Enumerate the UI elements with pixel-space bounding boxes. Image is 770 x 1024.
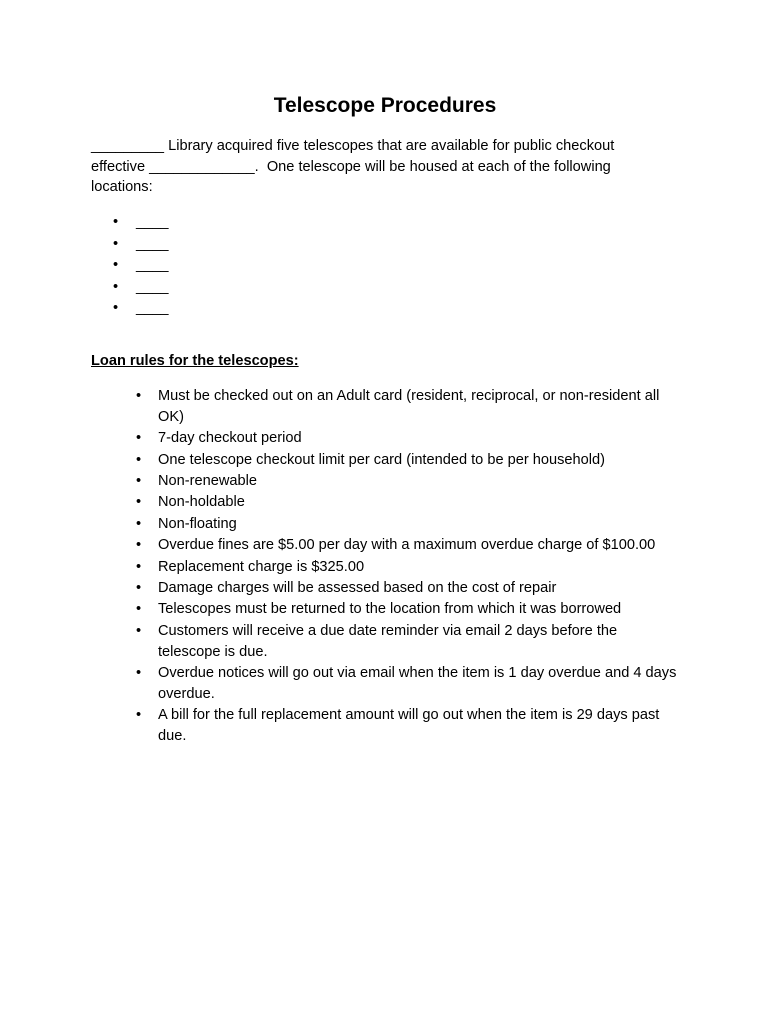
loan-rule-item (136, 535, 681, 556)
locations-list (91, 212, 168, 320)
loan-rule-text: Non-holdable (158, 494, 245, 511)
loan-rule-text: Telescopes must be returned to the location from which it was borrowed (158, 601, 622, 618)
bullet-icon: • (136, 558, 142, 575)
bullet-icon: • (113, 278, 119, 295)
loan-rule-item (136, 663, 681, 705)
loan-rule-text: Non-floating (158, 515, 237, 532)
loan-rule-item (136, 557, 681, 578)
loan-rule-text: Must be checked out on an Adult card (resident, reciprocal, or non-resident all OK) (158, 388, 660, 425)
loan-rule-item (136, 492, 681, 513)
loan-rule-text: Overdue fines are $5.00 per day with a maximum overdue charge of $100.00 (158, 537, 656, 554)
location-blank: ____ (136, 278, 169, 295)
location-blank: ____ (136, 300, 169, 317)
location-blank: ____ (136, 214, 169, 230)
bullet-icon: • (136, 622, 142, 639)
bullet-icon: • (136, 494, 142, 511)
loan-rule-item (136, 621, 681, 663)
bullet-icon: • (136, 579, 142, 596)
bullet-icon: • (136, 537, 142, 554)
bullet-icon: • (136, 707, 142, 724)
loan-rules-heading: Loan rules for the telescopes: (91, 353, 299, 369)
location-item (91, 255, 168, 277)
loan-rule-text: A bill for the full replacement amount will go out when the item is 29 days past due. (158, 707, 660, 744)
bullet-icon: • (136, 601, 142, 618)
intro-line: locations: (91, 179, 153, 195)
loan-rule-item (136, 514, 681, 535)
loan-rule-item (136, 471, 681, 492)
bullet-icon: • (136, 451, 142, 468)
loan-rule-item (136, 578, 681, 599)
bullet-icon: • (113, 300, 119, 317)
loan-rule-text: Customers will receive a due date reminder via email 2 days before the telescope is due. (158, 622, 618, 660)
bullet-icon: • (136, 664, 142, 681)
location-blank: ____ (136, 235, 169, 252)
intro-line: effective _____________. One telescope will be housed at each of the following (91, 158, 611, 175)
loan-rule-item (136, 450, 681, 471)
bullet-icon: • (136, 388, 142, 404)
bullet-icon: • (113, 257, 119, 274)
location-item (91, 212, 168, 234)
location-item (91, 298, 168, 320)
intro-paragraph (91, 136, 691, 198)
location-item (91, 234, 168, 256)
document-title: Telescope Procedures (273, 94, 497, 117)
location-blank: ____ (136, 257, 169, 274)
loan-rule-text: One telescope checkout limit per card (intended to be per household) (158, 451, 605, 468)
loan-rule-text: Damage charges will be assessed based on the cost of repair (158, 579, 557, 596)
bullet-icon: • (136, 472, 142, 489)
location-item (91, 277, 168, 299)
loan-rule-item (136, 599, 681, 620)
loan-rule-text: Non-renewable (158, 472, 257, 489)
loan-rule-text: 7-day checkout period (158, 430, 302, 447)
loan-rule-text: Overdue notices will go out via email when the item is 1 day overdue and 4 days overdue. (158, 664, 677, 702)
loan-rule-item (136, 386, 681, 428)
bullet-icon: • (113, 235, 119, 252)
bullet-icon: • (136, 515, 142, 532)
loan-rule-text: Replacement charge is $325.00 (158, 558, 365, 575)
intro-line: _________ Library acquired five telescopes that are available for public checkout (91, 138, 615, 154)
bullet-icon: • (113, 214, 119, 230)
loan-rules-list (136, 386, 681, 747)
loan-rule-item (136, 428, 681, 449)
loan-rule-item (136, 705, 681, 747)
bullet-icon: • (136, 430, 142, 447)
